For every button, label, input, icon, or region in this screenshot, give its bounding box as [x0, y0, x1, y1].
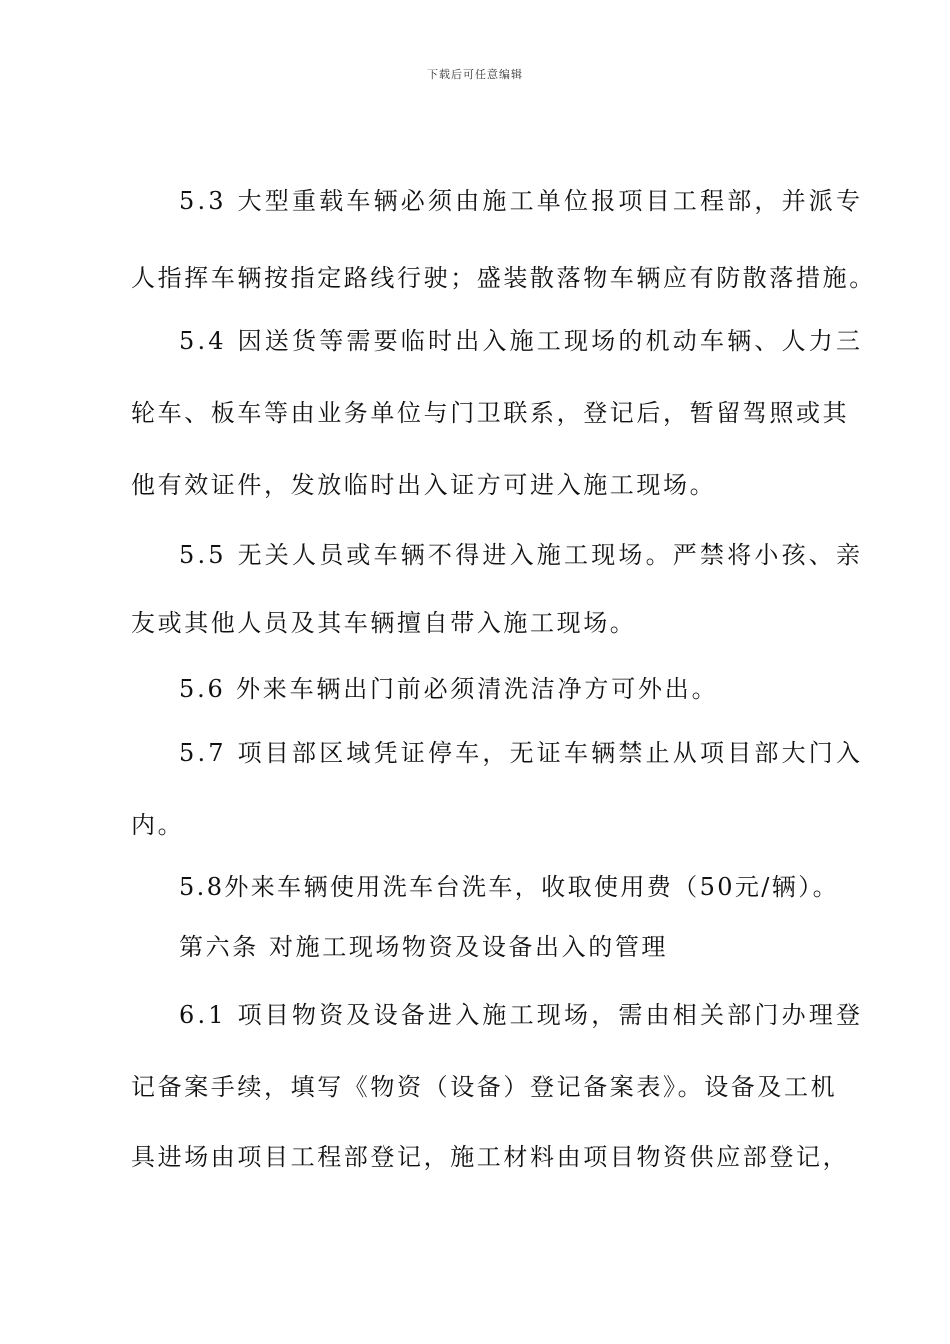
paragraph-5-5-line-2: 友或其他人员及其车辆擅自带入施工现场。 — [131, 609, 637, 637]
paragraph-5-3-line-1: 5.3 大型重载车辆必须由施工单位报项目工程部，并派专 — [179, 187, 864, 215]
paragraph-5-4-line-1: 5.4 因送货等需要临时出入施工现场的机动车辆、人力三 — [179, 327, 864, 355]
page-header-note: 下载后可任意编辑 — [427, 68, 523, 81]
paragraph-6-1-line-3: 具进场由项目工程部登记，施工材料由项目物资供应部登记， — [131, 1143, 850, 1171]
paragraph-5-5-line-1: 5.5 无关人员或车辆不得进入施工现场。严禁将小孩、亲 — [179, 541, 864, 569]
paragraph-6-1-line-1: 6.1 项目物资及设备进入施工现场，需由相关部门办理登 — [179, 1001, 864, 1029]
paragraph-5-8: 5.8外来车辆使用洗车台洗车，收取使用费（50元/辆）。 — [179, 873, 839, 901]
article-6-heading: 第六条 对施工现场物资及设备出入的管理 — [179, 933, 669, 961]
paragraph-5-6: 5.6 外来车辆出门前必须清洗洁净方可外出。 — [179, 675, 719, 703]
paragraph-5-7-line-2: 内。 — [131, 811, 185, 839]
paragraph-5-7-line-1: 5.7 项目部区域凭证停车，无证车辆禁止从项目部大门入 — [179, 739, 864, 767]
paragraph-5-4-line-3: 他有效证件，发放临时出入证方可进入施工现场。 — [131, 471, 717, 499]
paragraph-5-4-line-2: 轮车、板车等由业务单位与门卫联系，登记后，暂留驾照或其 — [131, 399, 850, 427]
paragraph-6-1-line-2: 记备案手续，填写《物资（设备）登记备案表》。设备及工机 — [131, 1073, 838, 1101]
paragraph-5-3-line-2: 人指挥车辆按指定路线行驶；盛装散落物车辆应有防散落措施。 — [131, 264, 876, 292]
